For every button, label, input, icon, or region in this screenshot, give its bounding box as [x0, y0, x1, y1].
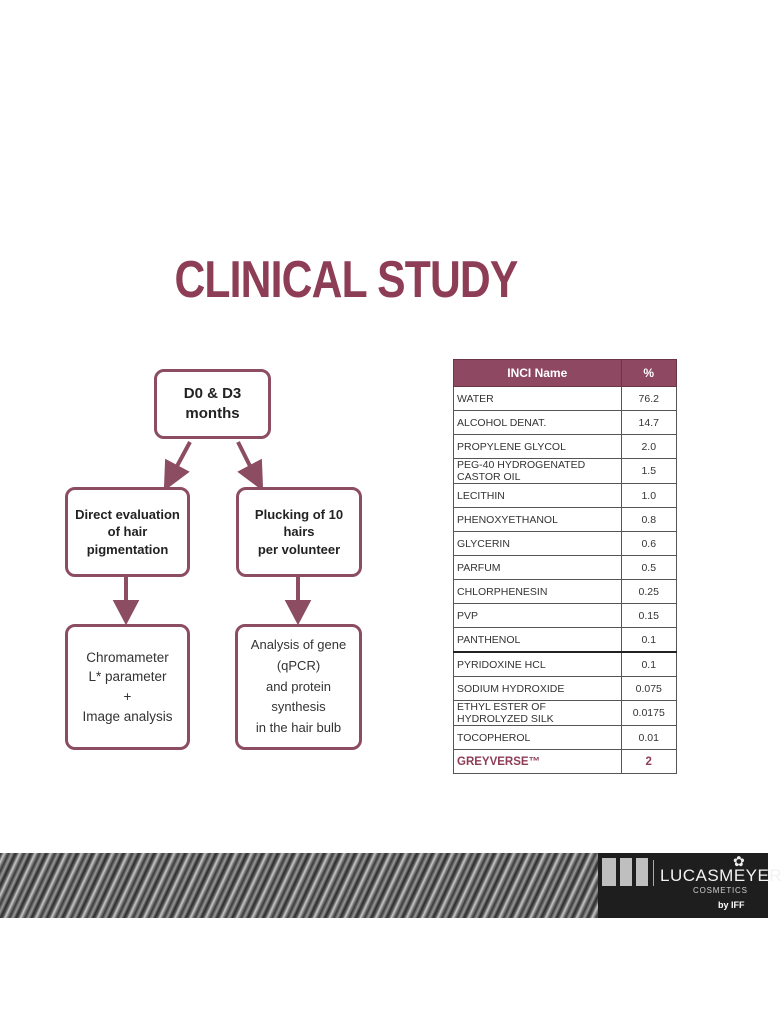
- flow-box-start: [154, 369, 271, 439]
- brand-name: LUCASMEYER: [660, 866, 782, 885]
- flow-box-plucking: [236, 487, 362, 577]
- table-header-row: [454, 360, 677, 387]
- arrow-head-left-down: [116, 602, 136, 621]
- ingredient-name: PYRIDOXINE HCL: [454, 652, 622, 677]
- ingredient-percent: 1.0: [621, 484, 677, 508]
- arrow-top-left: [176, 442, 190, 468]
- arrow-top-right: [238, 442, 251, 468]
- ingredient-name: SODIUM HYDROXIDE: [454, 677, 622, 701]
- table-row: [454, 556, 677, 580]
- arrow-head-right-down: [288, 602, 308, 621]
- ingredient-percent: 0.6: [621, 532, 677, 556]
- header-percent: %: [621, 360, 677, 387]
- ingredient-name: GLYCERIN: [454, 532, 622, 556]
- ingredient-percent: 0.25: [621, 580, 677, 604]
- table-row: [454, 677, 677, 701]
- ingredient-percent: 0.8: [621, 508, 677, 532]
- ingredient-percent: 1.5: [621, 459, 677, 484]
- ingredient-name: PEG-40 HYDROGENATED CASTOR OIL: [454, 459, 622, 484]
- logo-divider: [653, 860, 654, 886]
- brand-subtitle: COSMETICS: [693, 886, 748, 895]
- table-row: [454, 701, 677, 726]
- ingredient-percent: 0.1: [621, 652, 677, 677]
- flow-box-gene-analysis: [235, 624, 362, 750]
- ingredient-percent: 0.075: [621, 677, 677, 701]
- table-row: [454, 435, 677, 459]
- table-row: [454, 484, 677, 508]
- flow-box-chromameter: [65, 624, 190, 750]
- flow-text-line: in the hair bulb: [255, 720, 342, 736]
- flow-text-line: per volunteer: [257, 541, 341, 557]
- flow-text-line: L* parameter: [88, 669, 167, 685]
- flow-text-line: Analysis of gene (qPCR): [250, 637, 347, 673]
- table-row: [454, 459, 677, 484]
- ingredient-name: PANTHENOL: [454, 628, 622, 653]
- iff-logo-icon: [602, 858, 648, 886]
- ingredient-name: GREYVERSE™: [454, 750, 622, 774]
- ingredient-name: PARFUM: [454, 556, 622, 580]
- flow-text-line: and protein synthesis: [265, 678, 332, 715]
- header-inci-name: INCI Name: [454, 360, 622, 387]
- ingredient-name: ETHYL ESTER OF HYDROLYZED SILK: [454, 701, 622, 726]
- ingredient-name: LECITHIN: [454, 484, 622, 508]
- ingredient-name: PVP: [454, 604, 622, 628]
- flow-text-line: Plucking of 10 hairs: [254, 506, 344, 540]
- flower-icon: ✿: [733, 853, 745, 869]
- ingredient-percent: 2.0: [621, 435, 677, 459]
- arrow-head-top-left: [166, 462, 186, 487]
- arrow-head-top-right: [241, 462, 261, 487]
- flow-text-line: pigmentation: [86, 541, 169, 557]
- ingredient-name: ALCOHOL DENAT.: [454, 411, 622, 435]
- ingredient-name: PROPYLENE GLYCOL: [454, 435, 622, 459]
- table-row: [454, 387, 677, 411]
- table-row: [454, 628, 677, 653]
- inci-table: [453, 359, 677, 774]
- ingredient-percent: 2: [621, 750, 677, 774]
- table-row: [454, 604, 677, 628]
- flow-box-direct-evaluation: [65, 487, 190, 577]
- flow-text-line: Direct evaluation of hair: [75, 506, 180, 540]
- flow-box-start-text: D0 & D3 months: [183, 384, 242, 422]
- ingredient-name: CHLORPHENESIN: [454, 580, 622, 604]
- ingredient-percent: 0.0175: [621, 701, 677, 726]
- table-row: [454, 532, 677, 556]
- flow-text-line: +: [123, 689, 132, 704]
- flow-text-line: Chromameter: [86, 649, 169, 665]
- table-row: [454, 580, 677, 604]
- ingredient-percent: 0.15: [621, 604, 677, 628]
- page-title: CLINICAL STUDY: [174, 251, 518, 309]
- flow-text-line: Image analysis: [82, 708, 173, 724]
- ingredient-percent: 0.1: [621, 628, 677, 653]
- table-row-highlight: [454, 750, 677, 774]
- ingredient-percent: 0.5: [621, 556, 677, 580]
- ingredient-name: PHENOXYETHANOL: [454, 508, 622, 532]
- ingredient-percent: 0.01: [621, 726, 677, 750]
- ingredient-name: TOCOPHEROL: [454, 726, 622, 750]
- ingredient-name: WATER: [454, 387, 622, 411]
- ingredient-percent: 14.7: [621, 411, 677, 435]
- table-row: [454, 652, 677, 677]
- table-row: [454, 726, 677, 750]
- table-row: [454, 508, 677, 532]
- table-row: [454, 411, 677, 435]
- ingredient-percent: 76.2: [621, 387, 677, 411]
- brand-by: by IFF: [718, 900, 745, 910]
